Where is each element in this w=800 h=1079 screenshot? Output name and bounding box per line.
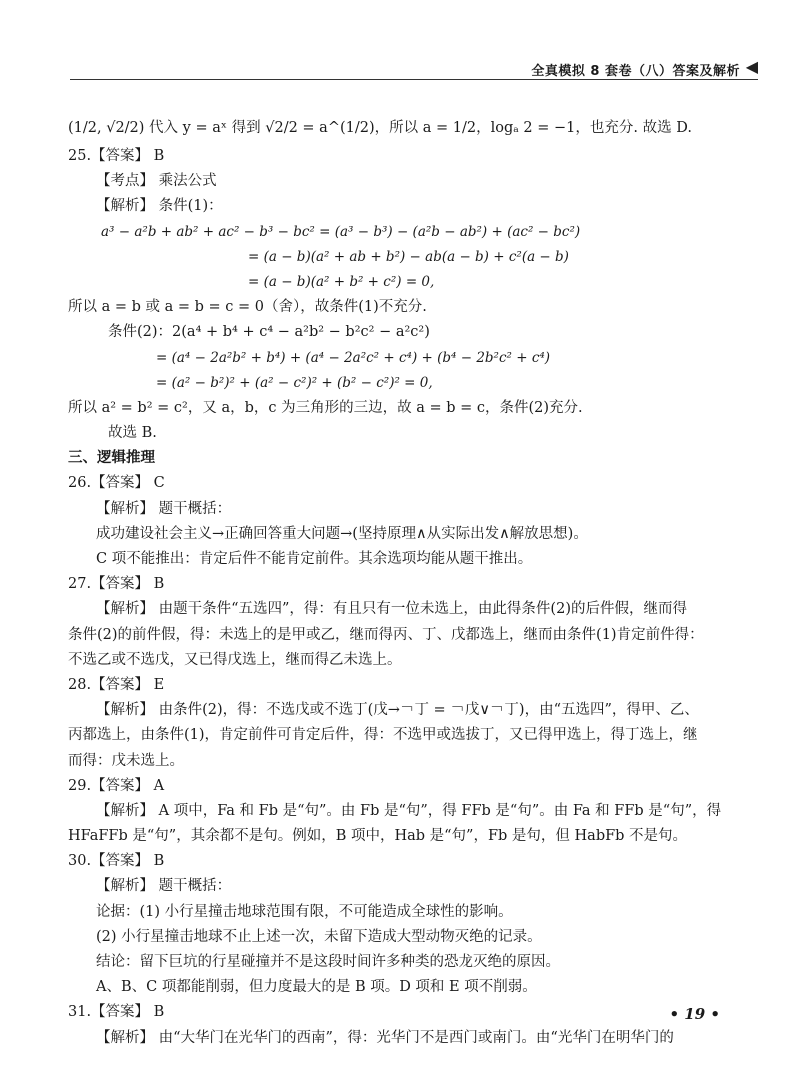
header-rule — [70, 79, 758, 80]
text-line: 论据：(1) 小行星撞击地球范围有限，不可能造成全球性的影响。 — [96, 903, 513, 920]
text-line: 条件(2)的前件假，得：未选上的是甲或乙，继而得丙、丁、戊都选上，继而由条件(1)肯定前件得： — [68, 626, 704, 643]
text-line: 【解析】 A 项中，Fa 和 Fb 是“句”。由 Fb 是“句”，得 FFb 是“句”。由 Fa 和 FFb 是“句”，得 — [96, 802, 722, 819]
text-line: HFaFFb 是“句”，其余都不是句。例如，B 项中，Hab 是“句”，Fb 是句，但 HabFb 不是句。 — [68, 828, 688, 845]
page-number: • 19 • — [669, 1005, 720, 1023]
text-line: 30.【答案】 B — [68, 853, 165, 870]
text-line: 【解析】 由条件(2)，得：不选戊或不选丁(戊→￢丁 = ￢戊∨￢丁)，由“五选四”，得甲、乙、 — [96, 702, 699, 719]
text-line: 26.【答案】 C — [68, 475, 165, 492]
text-line: 【解析】 由“大华门在光华门的西南”，得：光华门不是西门或南门。由“光华门在明华门的 — [96, 1029, 674, 1046]
text-line: 25.【答案】 B — [68, 148, 165, 164]
header-title: 全真模拟 8 套卷（八）答案及解析 — [531, 64, 740, 79]
text-line: 条件(2)：2(a⁴ + b⁴ + c⁴ − a²b² − b²c² − a²c²) — [108, 324, 430, 341]
text-line: 【解析】 由题干条件“五选四”，得：有且只有一位未选上，由此得条件(2)的后件假，继而得 — [96, 601, 687, 618]
text-line: 故选 B. — [108, 425, 157, 442]
text-line: 【解析】 题干概括： — [96, 500, 232, 517]
text-line: 结论：留下巨坑的行星碰撞并不是这段时间许多种类的恐龙灭绝的原因。 — [96, 954, 560, 970]
text-line: 31.【答案】 B — [68, 1004, 165, 1021]
text-line: 【解析】 条件(1)： — [96, 198, 223, 215]
text-line: A、B、C 项都能削弱，但力度最大的是 B 项。D 项和 E 项不削弱。 — [96, 979, 537, 996]
text-line: 【考点】 乘法公式 — [96, 173, 217, 190]
text-line: 所以 a² = b² = c²，又 a，b，c 为三角形的三边，故 a = b = c，条件(2)充分. — [68, 399, 583, 416]
text-line: 27.【答案】 B — [68, 576, 165, 593]
text-line: (1/2, √2/2) 代入 y = aˣ 得到 √2/2 = a^(1/2)，所以 a = 1/2，logₐ 2 = −1，也充分. 故选 D. — [68, 120, 692, 136]
page-content — [68, 112, 768, 1051]
text-line: 【解析】 题干概括： — [96, 878, 232, 895]
text-line: = (a − b)(a² + b² + c²) = 0, — [248, 273, 435, 290]
text-line: a³ − a²b + ab² + ac² − b³ − bc² = (a³ − b³) − (a²b − ab²) + (ac² − bc²) — [101, 223, 581, 240]
text-line: (2) 小行星撞击地球不止上述一次，未留下造成大型动物灭绝的记录。 — [96, 928, 542, 945]
text-line: 三、逻辑推理 — [68, 450, 155, 467]
text-line: C 项不能推出：肯定后件不能肯定前件。其余选项均能从题干推出。 — [96, 551, 533, 567]
text-line: 丙都选上，由条件(1)，肯定前件可肯定后件，得：不选甲或选拔丁，又已得甲选上，得丁选上，继 — [68, 727, 698, 744]
text-line: = (a² − b²)² + (a² − c²)² + (b² − c²)² = 0, — [156, 374, 433, 391]
text-line: 28.【答案】 E — [68, 676, 165, 693]
text-line: 成功建设社会主义→正确回答重大问题→(坚持原理∧从实际出发∧解放思想)。 — [96, 525, 588, 542]
text-line: = (a − b)(a² + ab + b²) − ab(a − b) + c²(a − b) — [248, 248, 569, 265]
text-line: 29.【答案】 A — [68, 777, 165, 794]
text-line: 不选乙或不选戊，又已得戊选上，继而得乙未选上。 — [68, 651, 402, 668]
text-line: = (a⁴ − 2a²b² + b⁴) + (a⁴ − 2a²c² + c⁴) + (b⁴ − 2b²c² + c⁴) — [156, 349, 551, 366]
text-line: 所以 a = b 或 a = b = c = 0（舍），故条件(1)不充分. — [68, 299, 427, 316]
text-line: 而得：戊未选上。 — [68, 752, 184, 769]
header-arrow-icon: ◀ — [745, 57, 758, 76]
